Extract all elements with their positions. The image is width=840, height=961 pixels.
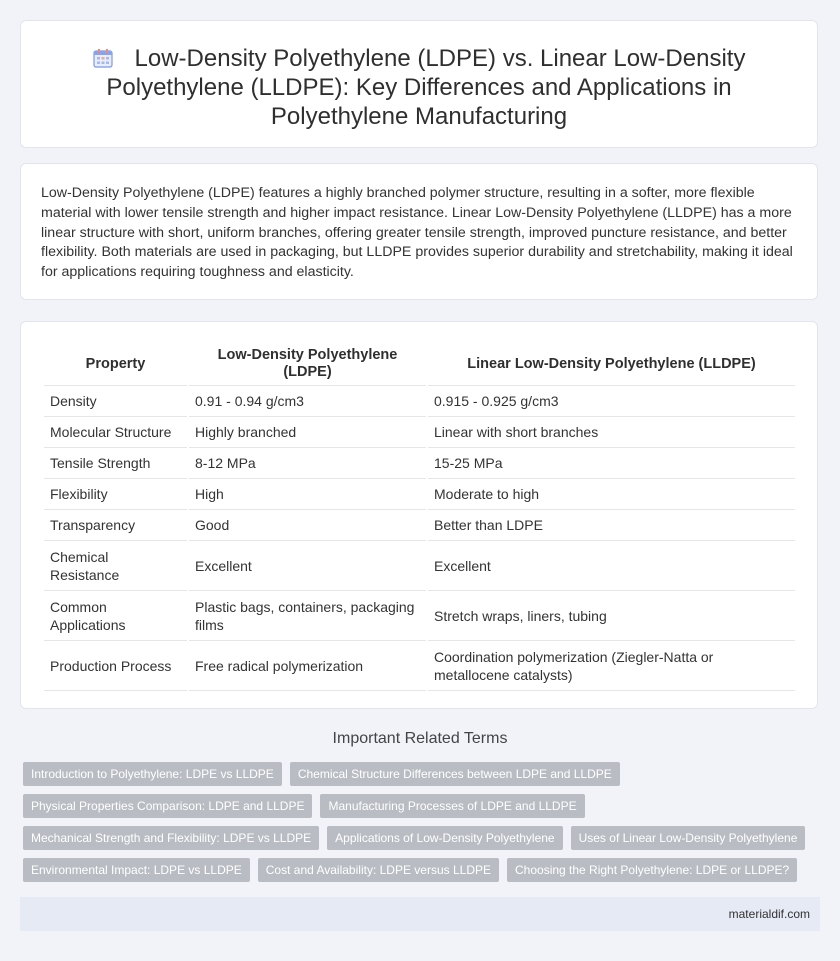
related-term-tag[interactable]: Applications of Low-Density Polyethylene bbox=[327, 826, 562, 850]
cell-lldpe: Linear with short branches bbox=[428, 417, 795, 448]
cell-property: Common Applications bbox=[44, 591, 187, 641]
related-terms-list bbox=[23, 762, 803, 890]
cell-property: Production Process bbox=[44, 641, 187, 691]
cell-ldpe: Plastic bags, containers, packaging films bbox=[189, 591, 426, 641]
cell-ldpe: Excellent bbox=[189, 541, 426, 591]
cell-ldpe: Good bbox=[189, 510, 426, 541]
related-term-tag[interactable]: Manufacturing Processes of LDPE and LLDPE bbox=[320, 794, 584, 818]
related-term-tag[interactable]: Choosing the Right Polyethylene: LDPE or LLDPE? bbox=[507, 858, 797, 882]
cell-lldpe: Coordination polymerization (Ziegler-Natta or metallocene catalysts) bbox=[428, 641, 795, 691]
cell-property: Molecular Structure bbox=[44, 417, 187, 448]
comparison-table-card bbox=[20, 321, 818, 709]
related-term-tag[interactable]: Cost and Availability: LDPE versus LLDPE bbox=[258, 858, 499, 882]
cell-ldpe: Highly branched bbox=[189, 417, 426, 448]
table-row bbox=[44, 510, 795, 541]
description-text: Low-Density Polyethylene (LDPE) features a highly branched polymer structure, resulting in a softer, more flexible material with lower tensile strength and higher impact resistance. Linear Low-Density Polyethylene (LLDPE) has a more linear structure with short, uniform branches, offering greater tensile strength, improved puncture resistance, and better flexibility. Both materials are used in packaging, but LLDPE provides superior durability and stretchability, making it ideal for applications requiring toughness and elasticity. bbox=[41, 185, 793, 281]
table-row bbox=[44, 448, 795, 479]
tag-row bbox=[23, 794, 803, 818]
cell-ldpe: High bbox=[189, 479, 426, 510]
cell-ldpe: Free radical polymerization bbox=[189, 641, 426, 691]
tag-row bbox=[23, 826, 803, 850]
related-term-tag[interactable]: Environmental Impact: LDPE vs LLDPE bbox=[23, 858, 250, 882]
related-term-tag[interactable]: Introduction to Polyethylene: LDPE vs LLDPE bbox=[23, 762, 282, 786]
related-term-tag[interactable]: Uses of Linear Low-Density Polyethylene bbox=[571, 826, 806, 850]
table-row bbox=[44, 479, 795, 510]
table-row bbox=[44, 417, 795, 448]
tag-row bbox=[23, 762, 803, 786]
table-row bbox=[44, 541, 795, 591]
cell-ldpe: 8-12 MPa bbox=[189, 448, 426, 479]
page-title-text: Low-Density Polyethylene (LDPE) vs. Linear Low-Density Polyethylene (LLDPE): Key Differences and Applications in Polyethylene Manufacturing bbox=[106, 45, 746, 130]
cell-lldpe: 15-25 MPa bbox=[428, 448, 795, 479]
tag-row bbox=[23, 858, 803, 882]
header-ldpe: Low-Density Polyethylene (LDPE) bbox=[189, 343, 426, 386]
table-header-row bbox=[44, 343, 795, 386]
calendar-icon bbox=[93, 48, 113, 68]
cell-property: Flexibility bbox=[44, 479, 187, 510]
footer bbox=[20, 897, 820, 931]
related-term-tag[interactable]: Physical Properties Comparison: LDPE and LLDPE bbox=[23, 794, 312, 818]
related-terms-heading: Important Related Terms bbox=[332, 730, 508, 747]
cell-lldpe: Better than LDPE bbox=[428, 510, 795, 541]
cell-property: Chemical Resistance bbox=[44, 541, 187, 591]
comparison-table bbox=[42, 343, 797, 691]
table-row bbox=[44, 386, 795, 417]
header-lldpe: Linear Low-Density Polyethylene (LLDPE) bbox=[428, 343, 795, 386]
table-row bbox=[44, 591, 795, 641]
cell-property: Transparency bbox=[44, 510, 187, 541]
header-property: Property bbox=[44, 343, 187, 386]
page-title bbox=[21, 44, 817, 131]
cell-lldpe: Excellent bbox=[428, 541, 795, 591]
description-card bbox=[20, 163, 818, 300]
related-term-tag[interactable]: Mechanical Strength and Flexibility: LDPE vs LLDPE bbox=[23, 826, 319, 850]
cell-lldpe: Moderate to high bbox=[428, 479, 795, 510]
cell-property: Density bbox=[44, 386, 187, 417]
cell-lldpe: 0.915 - 0.925 g/cm3 bbox=[428, 386, 795, 417]
related-term-tag[interactable]: Chemical Structure Differences between LDPE and LLDPE bbox=[290, 762, 620, 786]
cell-property: Tensile Strength bbox=[44, 448, 187, 479]
title-card bbox=[20, 20, 818, 148]
footer-site-name: materialdif.com bbox=[728, 907, 810, 921]
cell-ldpe: 0.91 - 0.94 g/cm3 bbox=[189, 386, 426, 417]
table-row bbox=[44, 641, 795, 691]
cell-lldpe: Stretch wraps, liners, tubing bbox=[428, 591, 795, 641]
